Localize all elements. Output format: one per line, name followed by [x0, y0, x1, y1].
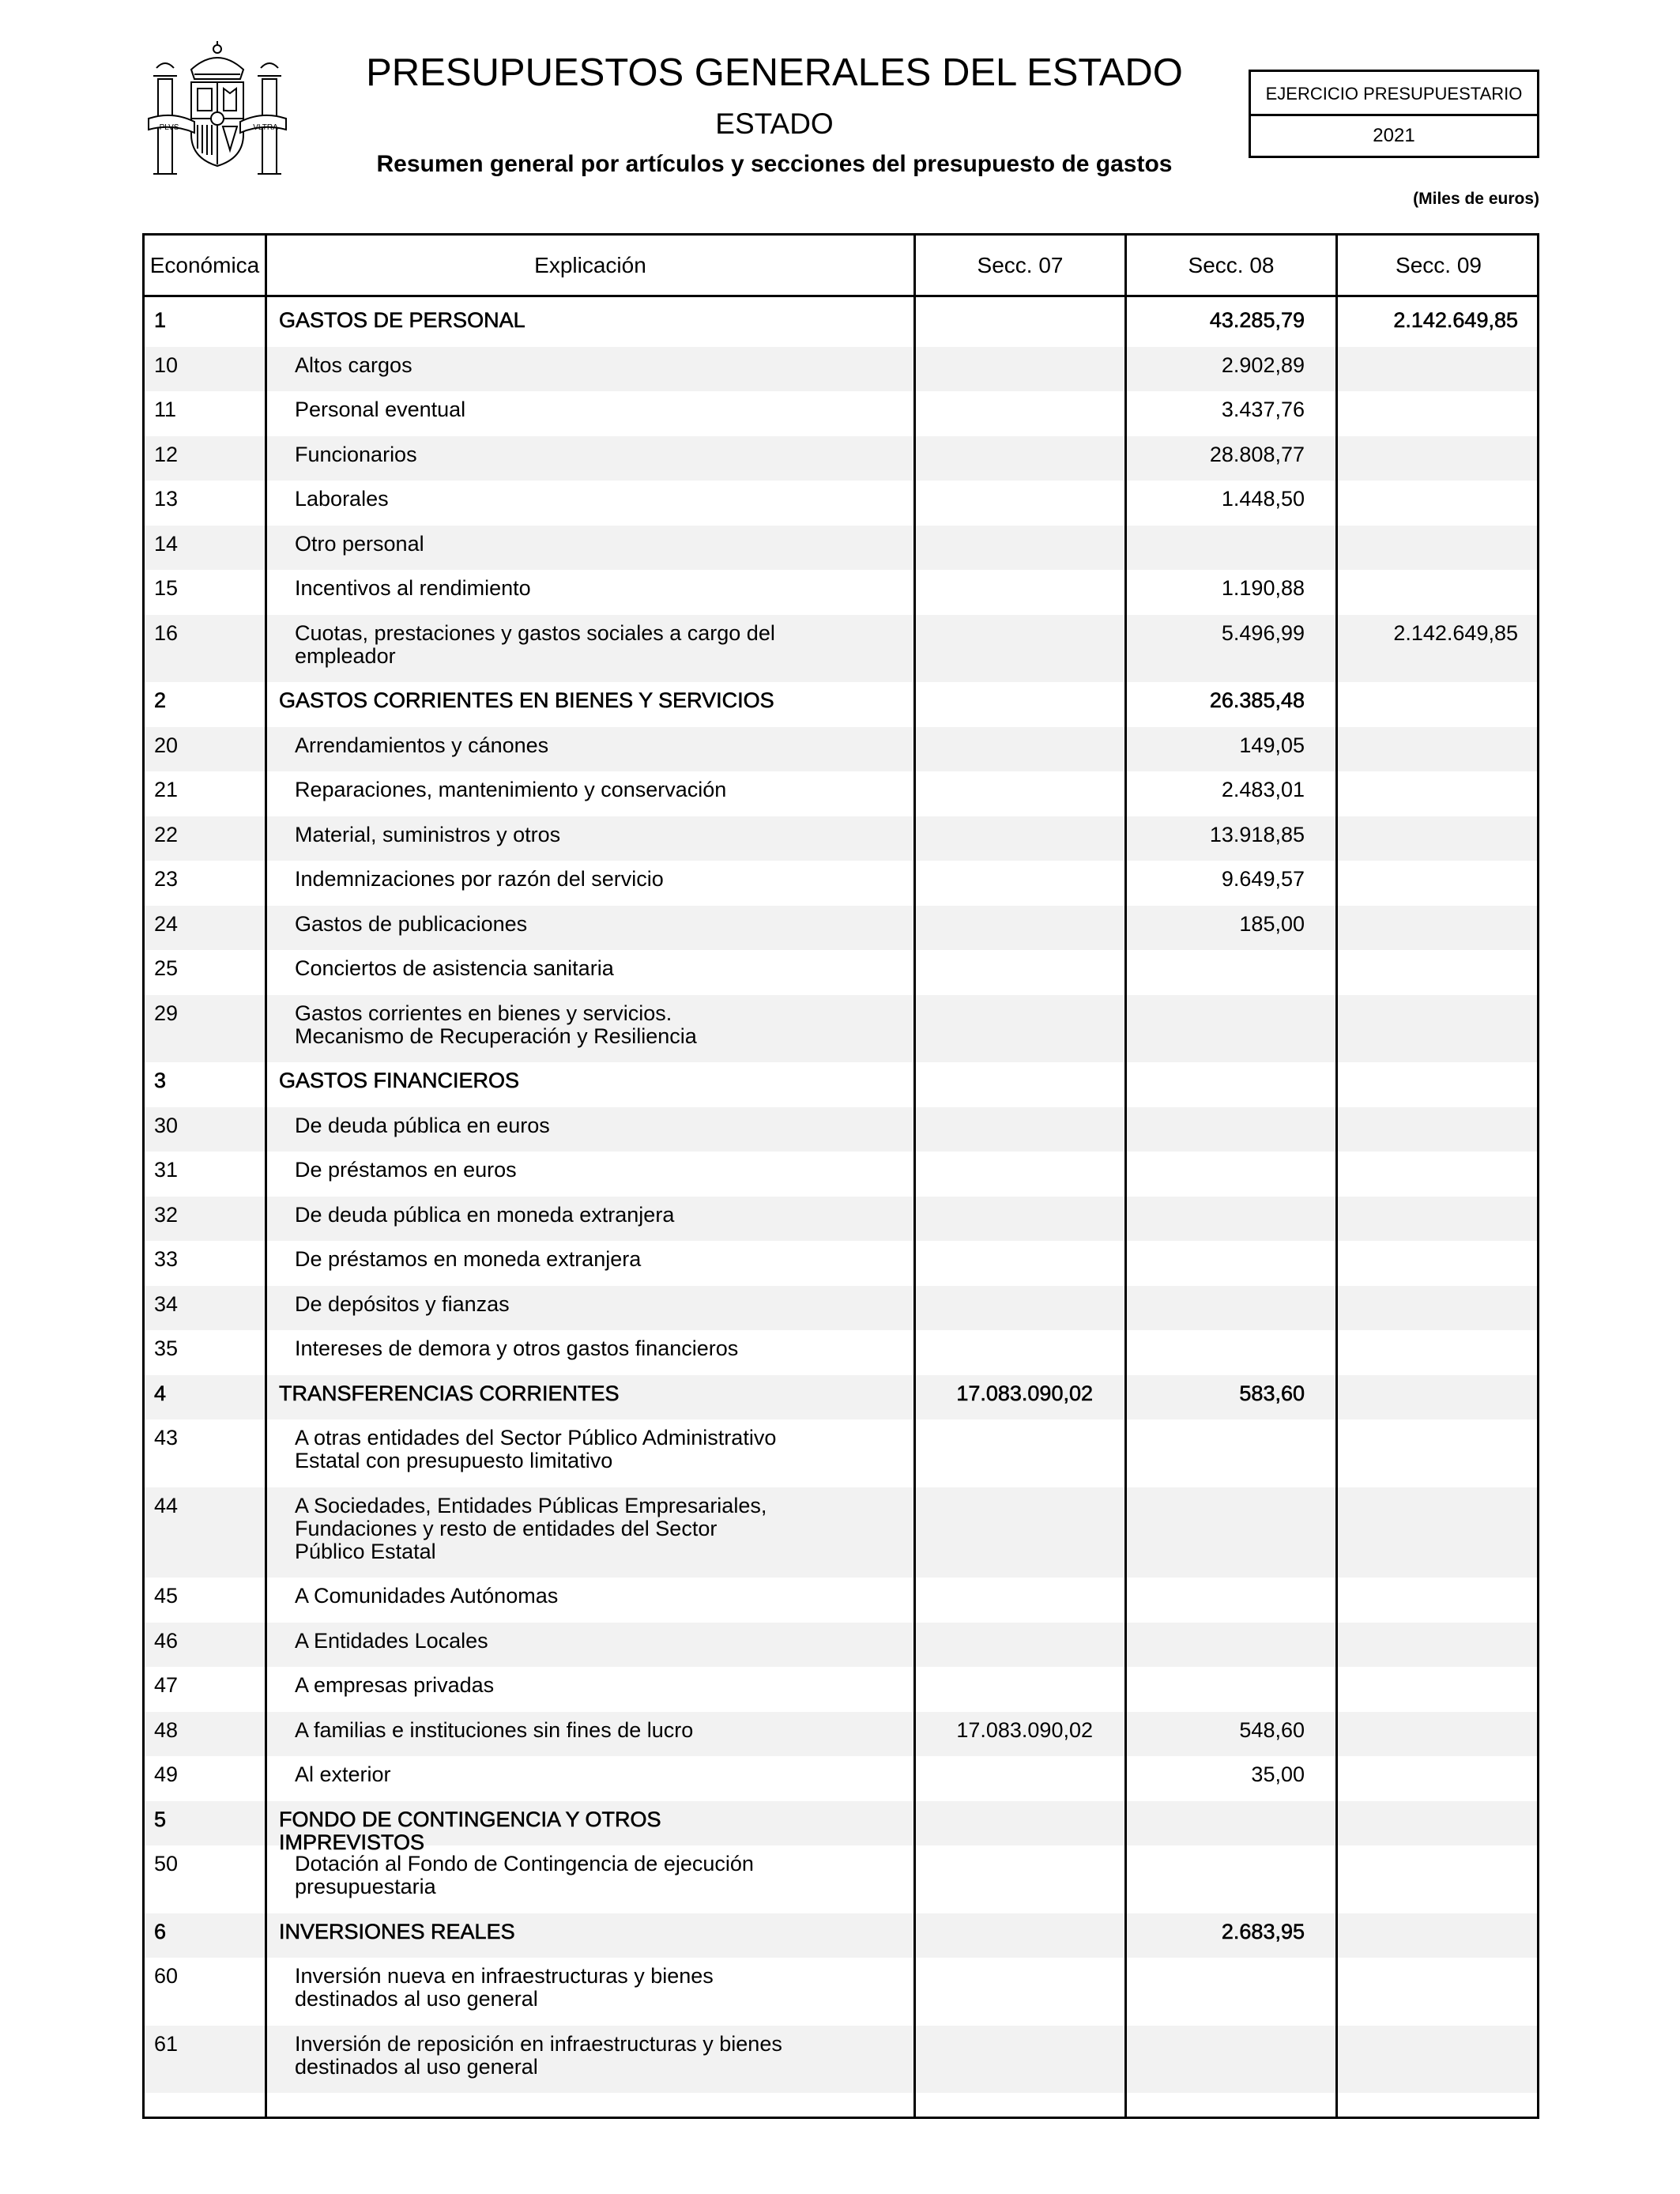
- row-value-s08: 2.683,95: [1221, 1919, 1305, 1943]
- table-row: [145, 1419, 1537, 1487]
- row-value-s09: [1338, 347, 1518, 354]
- row-value-s08: 583,60: [1239, 1381, 1305, 1405]
- column-header-economica: Económica: [149, 253, 260, 277]
- row-value-s08: [1127, 1107, 1305, 1114]
- table-row: [145, 1623, 1537, 1668]
- row-value-s08: 185,00: [1239, 911, 1305, 936]
- row-code: 44: [154, 1493, 179, 1517]
- row-value-s07: [915, 1062, 1093, 1069]
- document-header: [332, 49, 1217, 180]
- row-value-s07: [915, 1623, 1093, 1630]
- row-value-s08: 149,05: [1239, 733, 1305, 757]
- row-value-s09: 2.142.649,85: [1393, 620, 1518, 645]
- row-value-s09: [1338, 1913, 1518, 1921]
- ejercicio-year: 2021: [1373, 125, 1415, 146]
- row-code: 12: [154, 442, 179, 466]
- table-row: [145, 436, 1537, 481]
- row-value-s09: [1338, 436, 1518, 443]
- row-value-s07: [915, 1913, 1093, 1921]
- row-value-s08: 35,00: [1251, 1762, 1305, 1786]
- row-value-s09: 2.142.649,85: [1393, 308, 1518, 332]
- column-header-s08: Secc. 08: [1188, 253, 1275, 277]
- row-value-s08: [1127, 1241, 1305, 1248]
- row-value-s07: [915, 347, 1093, 354]
- table-row: [145, 906, 1537, 951]
- row-code: 3: [154, 1069, 167, 1092]
- row-code: 45: [154, 1584, 179, 1608]
- row-value-s09: [1338, 1107, 1518, 1114]
- row-value-s07: [915, 906, 1093, 913]
- table-row: [145, 950, 1537, 995]
- row-code: 11: [154, 398, 177, 421]
- row-value-s07: [915, 771, 1093, 778]
- row-value-s07: [915, 1241, 1093, 1248]
- row-description: Gastos corrientes en bienes y servicios. Mecanismo de Recuperación y Resiliencia: [295, 1001, 697, 1048]
- column-divider: [1124, 236, 1127, 2117]
- row-value-s07: 17.083.090,02: [956, 1381, 1093, 1405]
- row-value-s09: [1338, 1623, 1518, 1630]
- table-row: [145, 347, 1537, 392]
- row-description: De préstamos en moneda extranjera: [295, 1247, 642, 1271]
- row-code: 49: [154, 1762, 179, 1786]
- table-row: [145, 1667, 1537, 1712]
- row-value-s09: [1338, 727, 1518, 734]
- row-code: 47: [154, 1673, 179, 1697]
- row-code: 35: [154, 1336, 179, 1360]
- column-header-s09: Secc. 09: [1396, 253, 1482, 277]
- row-description: Personal eventual: [295, 398, 466, 421]
- row-value-s08: [1127, 995, 1305, 1002]
- table-row: [145, 1241, 1537, 1286]
- row-value-s09: [1338, 1801, 1518, 1808]
- row-value-s08: 13.918,85: [1209, 822, 1305, 846]
- coat-of-arms-logo: [142, 40, 292, 190]
- row-value-s07: [915, 2026, 1093, 2033]
- row-description: Otro personal: [295, 531, 424, 556]
- row-value-s07: [915, 1756, 1093, 1763]
- row-code: 29: [154, 1001, 179, 1025]
- row-value-s07: [915, 995, 1093, 1002]
- table-row: [145, 1845, 1537, 1913]
- row-value-s08: 28.808,77: [1209, 442, 1305, 466]
- table-row: [145, 682, 1537, 727]
- table-row: [145, 1197, 1537, 1242]
- row-description: A Comunidades Autónomas: [295, 1584, 559, 1608]
- column-divider: [265, 236, 267, 2117]
- row-code: 32: [154, 1202, 179, 1227]
- row-value-s08: 1.448,50: [1221, 487, 1305, 511]
- table-row: [145, 1375, 1537, 1420]
- row-value-s07: [915, 1578, 1093, 1585]
- row-value-s08: [1127, 1152, 1305, 1159]
- row-code: 33: [154, 1247, 179, 1271]
- row-description: Intereses de demora y otros gastos financieros: [295, 1336, 739, 1360]
- row-value-s08: 43.285,79: [1209, 308, 1305, 332]
- row-value-s07: [915, 861, 1093, 868]
- page-subtitle: ESTADO: [715, 107, 834, 140]
- row-description: Gastos de publicaciones: [295, 911, 528, 936]
- row-value-s08: 9.649,57: [1221, 867, 1305, 891]
- row-code: 34: [154, 1291, 179, 1316]
- row-value-s08: [1127, 1197, 1305, 1204]
- table-row: [145, 1801, 1537, 1854]
- row-value-s07: [915, 615, 1093, 622]
- row-value-s07: [915, 570, 1093, 577]
- row-value-s07: [915, 1958, 1093, 1965]
- table-row: [145, 995, 1537, 1063]
- table-row: [145, 1330, 1537, 1375]
- table-row: [145, 727, 1537, 772]
- row-value-s08: [1127, 1958, 1305, 1965]
- row-value-s07: [915, 682, 1093, 689]
- units-note: (Miles de euros): [1413, 190, 1539, 208]
- row-value-s09: [1338, 995, 1518, 1002]
- table-row: [145, 481, 1537, 526]
- row-value-s09: [1338, 906, 1518, 913]
- row-code: 15: [154, 576, 179, 600]
- row-value-s09: [1338, 771, 1518, 778]
- row-value-s07: [915, 526, 1093, 533]
- page-title: PRESUPUESTOS GENERALES DEL ESTADO: [366, 51, 1183, 94]
- row-value-s08: [1127, 1623, 1305, 1630]
- row-value-s07: [915, 816, 1093, 824]
- row-code: 13: [154, 487, 179, 511]
- row-value-s09: [1338, 1062, 1518, 1069]
- row-description: Indemnizaciones por razón del servicio: [295, 867, 664, 891]
- row-value-s07: [915, 727, 1093, 734]
- table-row: [145, 1062, 1537, 1107]
- row-code: 2: [154, 688, 167, 712]
- page-description: Resumen general por artículos y secciones del presupuesto de gastos: [376, 151, 1173, 177]
- table-row: [145, 570, 1537, 615]
- row-value-s08: [1127, 1667, 1305, 1674]
- row-value-s07: [915, 1197, 1093, 1204]
- row-value-s09: [1338, 861, 1518, 868]
- row-value-s08: [1127, 1578, 1305, 1585]
- row-description: De préstamos en euros: [295, 1158, 517, 1182]
- row-description: De deuda pública en euros: [295, 1113, 550, 1137]
- row-value-s08: 2.483,01: [1221, 778, 1305, 801]
- row-code: 20: [154, 733, 179, 757]
- row-description: Altos cargos: [295, 352, 412, 377]
- row-code: 61: [154, 2031, 179, 2056]
- row-value-s07: [915, 302, 1093, 309]
- table-row: [145, 1487, 1537, 1578]
- row-value-s09: [1338, 1286, 1518, 1293]
- row-code: 46: [154, 1628, 179, 1653]
- row-value-s07: [915, 1107, 1093, 1114]
- row-description: Al exterior: [295, 1762, 391, 1786]
- table-row: [145, 1756, 1537, 1801]
- row-code: 22: [154, 822, 179, 846]
- row-description: A Sociedades, Entidades Públicas Empresariales, Fundaciones y resto de entidades del Sector Público Estatal: [295, 1493, 767, 1563]
- row-value-s09: [1338, 1845, 1518, 1853]
- row-code: 25: [154, 956, 179, 980]
- row-value-s09: [1338, 1712, 1518, 1719]
- row-value-s09: [1338, 2026, 1518, 2033]
- row-value-s08: [1127, 1062, 1305, 1069]
- table-row: [145, 1958, 1537, 2026]
- row-value-s08: [1127, 2026, 1305, 2033]
- row-description: Reparaciones, mantenimiento y conservación: [295, 778, 727, 801]
- row-value-s08: [1127, 1330, 1305, 1337]
- table-row: [145, 2026, 1537, 2094]
- row-description: A empresas privadas: [295, 1673, 495, 1697]
- row-description: GASTOS CORRIENTES EN BIENES Y SERVICIOS: [279, 688, 774, 712]
- row-code: 60: [154, 1964, 179, 1988]
- row-code: 50: [154, 1852, 179, 1875]
- row-description: A familias e instituciones sin fines de lucro: [295, 1717, 694, 1742]
- row-value-s08: 1.190,88: [1221, 576, 1305, 600]
- row-description: Funcionarios: [295, 442, 417, 466]
- row-description: GASTOS FINANCIEROS: [279, 1069, 520, 1092]
- row-value-s09: [1338, 1375, 1518, 1382]
- table-row: [145, 615, 1537, 683]
- row-description: Material, suministros y otros: [295, 822, 561, 846]
- row-value-s09: [1338, 526, 1518, 533]
- row-value-s09: [1338, 1756, 1518, 1763]
- table-row: [145, 302, 1537, 347]
- row-value-s08: [1127, 950, 1305, 957]
- row-code: 1: [154, 308, 167, 332]
- table-row: [145, 771, 1537, 816]
- row-description: FONDO DE CONTINGENCIA Y OTROS IMPREVISTOS: [279, 1807, 661, 1854]
- row-value-s09: [1338, 682, 1518, 689]
- row-code: 30: [154, 1113, 179, 1137]
- row-description: Inversión de reposición en infraestructuras y bienes destinados al uso general: [295, 2031, 782, 2079]
- row-value-s08: 26.385,48: [1209, 688, 1305, 712]
- row-value-s09: [1338, 950, 1518, 957]
- row-value-s08: [1127, 1419, 1305, 1427]
- crest-motto-right: VLTRA: [253, 123, 278, 132]
- column-header-explicacion: Explicación: [534, 253, 646, 277]
- row-description: Conciertos de asistencia sanitaria: [295, 956, 614, 980]
- row-value-s08: 548,60: [1239, 1717, 1305, 1742]
- row-code: 4: [154, 1381, 167, 1405]
- row-value-s08: [1127, 1487, 1305, 1495]
- row-description: A otras entidades del Sector Público Administrativo Estatal con presupuesto limitativo: [295, 1426, 777, 1472]
- table-row: [145, 391, 1537, 436]
- row-description: GASTOS DE PERSONAL: [279, 308, 525, 332]
- ejercicio-box: [1249, 70, 1539, 158]
- row-code: 5: [154, 1807, 167, 1831]
- column-divider: [1335, 236, 1338, 2117]
- row-value-s08: 2.902,89: [1221, 352, 1305, 377]
- row-value-s07: [915, 436, 1093, 443]
- row-value-s07: [915, 1286, 1093, 1293]
- table-row: [145, 816, 1537, 861]
- row-value-s09: [1338, 1152, 1518, 1159]
- table-row: [145, 1712, 1537, 1757]
- row-code: 14: [154, 531, 179, 556]
- row-value-s07: 17.083.090,02: [956, 1717, 1093, 1742]
- row-value-s07: [915, 391, 1093, 398]
- table-header: [145, 236, 1537, 297]
- table-row: [145, 526, 1537, 571]
- row-value-s09: [1338, 481, 1518, 488]
- row-value-s08: [1127, 1286, 1305, 1293]
- column-divider: [913, 236, 916, 2117]
- row-value-s08: [1127, 1801, 1305, 1808]
- row-value-s09: [1338, 1330, 1518, 1337]
- row-description: INVERSIONES REALES: [279, 1919, 515, 1943]
- budget-table: [142, 233, 1539, 2119]
- row-description: Inversión nueva en infraestructuras y bienes destinados al uso general: [295, 1964, 714, 2011]
- row-code: 23: [154, 867, 179, 891]
- row-value-s07: [915, 1667, 1093, 1674]
- row-code: 31: [154, 1158, 179, 1182]
- row-value-s08: [1127, 1845, 1305, 1853]
- row-value-s07: [915, 1330, 1093, 1337]
- table-row: [145, 1578, 1537, 1623]
- row-value-s09: [1338, 1197, 1518, 1204]
- table-row: [145, 1152, 1537, 1197]
- row-value-s09: [1338, 1578, 1518, 1585]
- column-header-s07: Secc. 07: [977, 253, 1064, 277]
- row-value-s07: [915, 1845, 1093, 1853]
- table-body: [145, 302, 1537, 2093]
- row-value-s09: [1338, 570, 1518, 577]
- row-value-s07: [915, 1487, 1093, 1495]
- row-value-s09: [1338, 1241, 1518, 1248]
- row-code: 10: [154, 352, 179, 377]
- table-row: [145, 1286, 1537, 1331]
- row-value-s08: [1127, 526, 1305, 533]
- table-row: [145, 861, 1537, 906]
- row-value-s09: [1338, 1667, 1518, 1674]
- row-value-s09: [1338, 1958, 1518, 1965]
- row-code: 6: [154, 1919, 167, 1943]
- row-description: A Entidades Locales: [295, 1628, 488, 1653]
- row-description: Dotación al Fondo de Contingencia de ejecución presupuestaria: [295, 1852, 754, 1898]
- row-code: 24: [154, 911, 179, 936]
- table-row: [145, 1107, 1537, 1152]
- row-value-s07: [915, 481, 1093, 488]
- row-code: 16: [154, 620, 179, 645]
- crest-motto-left: PLVS: [159, 123, 179, 132]
- row-code: 43: [154, 1426, 179, 1449]
- row-description: Arrendamientos y cánones: [295, 733, 549, 757]
- row-description: Incentivos al rendimiento: [295, 576, 531, 600]
- row-description: TRANSFERENCIAS CORRIENTES: [279, 1381, 620, 1405]
- row-value-s07: [915, 950, 1093, 957]
- row-value-s09: [1338, 1487, 1518, 1495]
- row-description: De depósitos y fianzas: [295, 1291, 510, 1316]
- table-row: [145, 1913, 1537, 1958]
- row-value-s09: [1338, 816, 1518, 824]
- row-code: 48: [154, 1717, 179, 1742]
- row-description: Laborales: [295, 487, 389, 511]
- row-value-s09: [1338, 1419, 1518, 1427]
- row-value-s07: [915, 1801, 1093, 1808]
- row-value-s07: [915, 1419, 1093, 1427]
- ejercicio-label: EJERCICIO PRESUPUESTARIO: [1251, 72, 1537, 116]
- row-value-s09: [1338, 391, 1518, 398]
- row-code: 21: [154, 778, 179, 801]
- row-description: De deuda pública en moneda extranjera: [295, 1202, 675, 1227]
- row-description: Cuotas, prestaciones y gastos sociales a cargo del empleador: [295, 620, 775, 668]
- row-value-s08: 3.437,76: [1221, 398, 1305, 421]
- row-value-s07: [915, 1152, 1093, 1159]
- row-value-s08: 5.496,99: [1221, 620, 1305, 645]
